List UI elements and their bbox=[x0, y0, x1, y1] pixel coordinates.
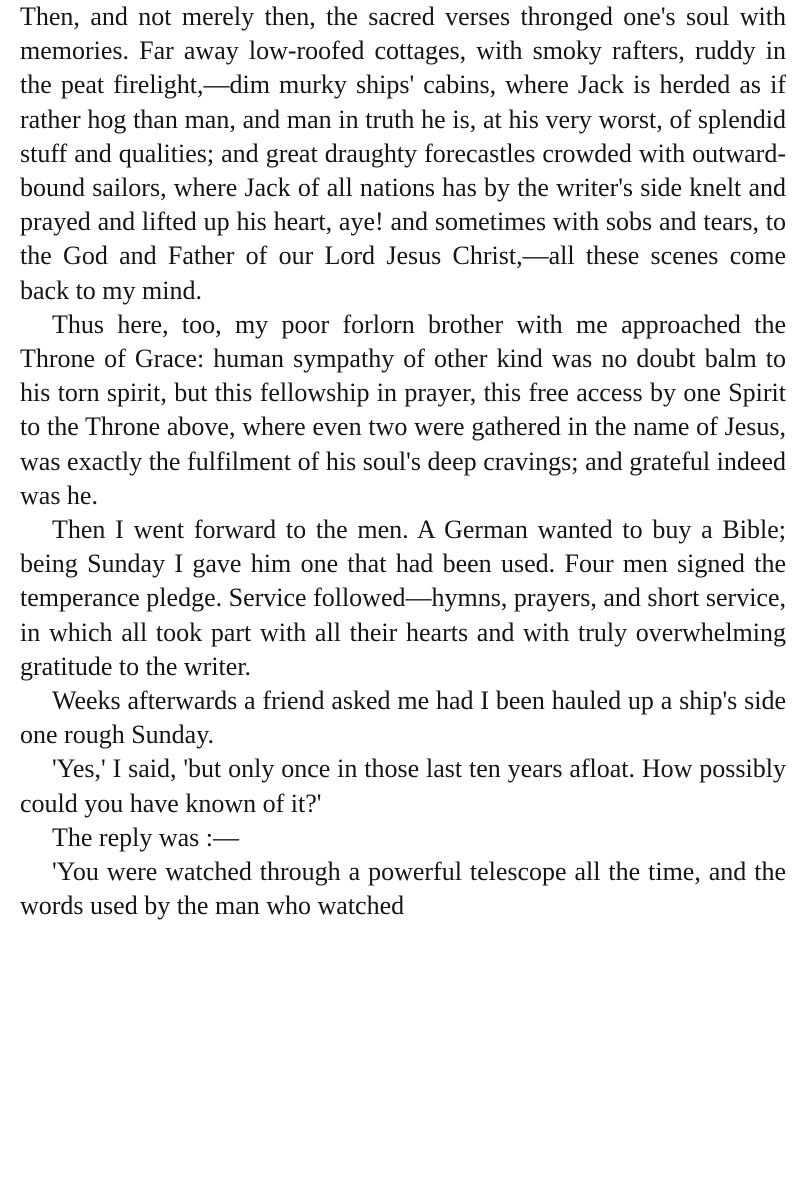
paragraph-4: Weeks afterwards a friend asked me had I been hauled up a ship's side one rough Sunday. bbox=[20, 686, 786, 750]
paragraph-2: Thus here, too, my poor forlorn brother with me approached the Throne of Grace: human sympathy of other kind was no doubt balm to his torn spirit, but this fellowship in prayer, this free access by one Spirit to the Throne above, where even two were gathered in the name of Jesus, was exactly the fulfilment of his soul's deep cravings; and grateful indeed was he. bbox=[20, 309, 786, 510]
paragraph-5: 'Yes,' I said, 'but only once in those last ten years afloat. How possibly could you have known of it?' bbox=[20, 754, 786, 818]
paragraph-3: Then I went forward to the men. A German wanted to buy a Bible; being Sunday I gave him one that had been used. Four men signed the temperance pledge. Service followed—hymns, prayers, and short service, in which all took part with all their hearts and with truly overwhelming gratitude to the writer. bbox=[20, 515, 787, 681]
book-page bbox=[20, 0, 786, 923]
paragraph-6: The reply was :— bbox=[52, 822, 240, 852]
paragraph-1: Then, and not merely then, the sacred verses thronged one's soul with memories. Far away low-roofed cottages, with smoky rafters, ruddy in the peat firelight,—dim murky ships' cabins, where Jack is herded as if rather hog than man, and man in truth he is, at his very worst, of splendid stuff and qualities; and great draughty forecastles crowded with outward-bound sailors, where Jack of all nations has by the writer's side knelt and prayed and lifted up his heart, aye! and sometimes with sobs and tears, to the God and Father of our Lord Jesus Christ,—all these scenes come back to my mind. bbox=[20, 2, 786, 305]
paragraph-7: 'You were watched through a powerful telescope all the time, and the words used by the man who watched bbox=[20, 857, 786, 921]
